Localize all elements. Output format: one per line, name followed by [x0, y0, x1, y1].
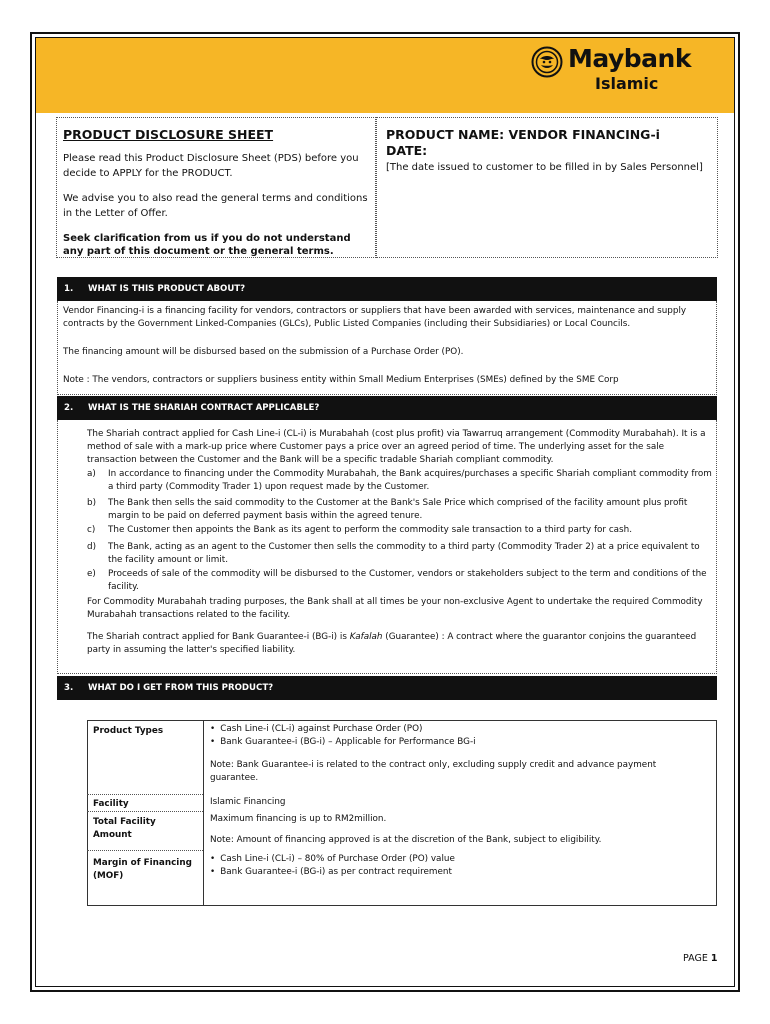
section-2-header: [57, 396, 717, 420]
maybank-islamic-logo: [531, 44, 706, 100]
table-value: Maximum financing is up to RM2million.: [210, 814, 387, 824]
table-note: Note: Bank Guarantee-i is related to the contract only, excluding supply credit and advance payment guarantee.: [210, 760, 657, 783]
table-row-divider: [87, 811, 203, 812]
table-divider: [203, 720, 204, 906]
brand-name: Maybank: [568, 44, 691, 73]
pds-instruction: Please read this Product Disclosure Sheet (PDS) before you decide to APPLY for the PRODUCT.: [63, 153, 359, 179]
table-row-label: Facility: [93, 799, 129, 809]
table-row-label: Margin of Financing (MOF): [93, 858, 192, 881]
section-number: 3.: [64, 683, 74, 693]
list-item-label: a): [87, 469, 96, 479]
list-item-label: c): [87, 525, 96, 535]
table-bullet: • Cash Line-i (CL-i) against Purchase Order (PO): [210, 723, 710, 736]
table-value: Islamic Financing: [210, 797, 286, 807]
table-bullet: • Bank Guarantee-i (BG-i) as per contract requirement: [210, 866, 710, 879]
section-1-paragraph: The financing amount will be disbursed based on the submission of a Purchase Order (PO).: [63, 347, 464, 357]
section-number: 1.: [64, 284, 74, 294]
tiger-emblem-icon: [531, 46, 563, 78]
pds-advice: We advise you to also read the general terms and conditions in the Letter of Offer.: [63, 193, 368, 219]
section-1-paragraph: Vendor Financing-i is a financing facility for vendors, contractors or suppliers that have been awarded with services, maintenance and supply contracts by the Government Linked-Companies (GLCs), Public Listed Companies (including their Subsidiaries) or Local Councils.: [63, 306, 687, 329]
page-number-value: 1: [710, 953, 718, 964]
section-title: WHAT IS THIS PRODUCT ABOUT?: [88, 284, 246, 294]
table-bullet: • Bank Guarantee-i (BG-i) – Applicable for Performance BG-i: [210, 736, 710, 749]
list-item-label: b): [87, 498, 97, 508]
list-item-label: d): [87, 542, 97, 552]
table-bullet: • Cash Line-i (CL-i) – 80% of Purchase Order (PO) value: [210, 853, 710, 866]
list-item: The Bank then sells the said commodity to the Customer at the Bank's Sale Price which comprised of the facility amount plus profit margin to be paid on deferred payment basis within the agreed tenure.: [108, 498, 688, 521]
table-note: Note: Amount of financing approved is at the discretion of the Bank, subject to eligibility.: [210, 835, 602, 845]
kafalah-term: Kafalah: [349, 632, 383, 642]
bgi-text-pre: The Shariah contract applied for Bank Guarantee-i (BG-i) is: [87, 632, 350, 642]
shariah-intro: The Shariah contract applied for Cash Line-i (CL-i) is Murabahah (cost plus profit) via Tawarruq arrangement (Commodity Murabahah). It is a method of sale with a mark-up price where Customer pays a price over an agreed period of time. The underlying asset for the sale transaction between the Customer and the Bank will be a specific tradable Shariah compliant commodity.: [87, 429, 706, 465]
page-label: PAGE: [683, 953, 708, 964]
section-title: WHAT DO I GET FROM THIS PRODUCT?: [88, 683, 274, 693]
pds-title: PRODUCT DISCLOSURE SHEET: [63, 127, 274, 142]
bgi-text-post: (Guarantee) : A contract where the guarantor conjoins the guaranteed party in assuming the latter's specified liability.: [87, 632, 697, 655]
table-row-label: Total Facility Amount: [93, 817, 156, 840]
pds-clarification: Seek clarification from us if you do not understand any part of this document or the general terms.: [63, 233, 351, 257]
brand-sub: Islamic: [595, 74, 659, 93]
list-item: The Customer then appoints the Bank as its agent to perform the commodity sale transaction to a third party for cash.: [108, 525, 633, 535]
list-item: The Bank, acting as an agent to the Customer then sells the commodity to a third party (Commodity Trader 2) at a price equivalent to the facility amount or limit.: [108, 542, 700, 565]
table-row-label: Product Types: [93, 726, 164, 736]
section-title: WHAT IS THE SHARIAH CONTRACT APPLICABLE?: [88, 403, 320, 413]
product-name: PRODUCT NAME: VENDOR FINANCING-i: [386, 127, 660, 142]
bgi-paragraph: [87, 631, 715, 657]
table-row-divider: [87, 794, 203, 795]
section-number: 2.: [64, 403, 74, 413]
section-1-header: [57, 277, 717, 301]
agent-paragraph: For Commodity Murabahah trading purposes, the Bank shall at all times be your non-exclusive Agent to undertake the required Commodity Murabahah transactions related to the facility.: [87, 597, 703, 620]
list-item: In accordance to financing under the Commodity Murabahah, the Bank acquires/purchases a specific Shariah compliant commodity from a third party (Commodity Trader 1) upon request made by the Customer.: [108, 469, 712, 492]
list-item-label: e): [87, 569, 96, 579]
page-number: [683, 953, 717, 964]
section-3-header: [57, 676, 717, 700]
list-item: Proceeds of sale of the commodity will be disbursed to the Customer, vendors or stakeholders subject to the term and conditions of the facility.: [108, 569, 707, 592]
section-1-note: Note : The vendors, contractors or suppliers business entity within Small Medium Enterprises (SMEs) defined by the SME Corp: [63, 375, 619, 385]
date-note: [The date issued to customer to be filled in by Sales Personnel]: [386, 162, 703, 173]
table-row-divider: [87, 850, 203, 851]
date-label: DATE:: [386, 143, 428, 158]
